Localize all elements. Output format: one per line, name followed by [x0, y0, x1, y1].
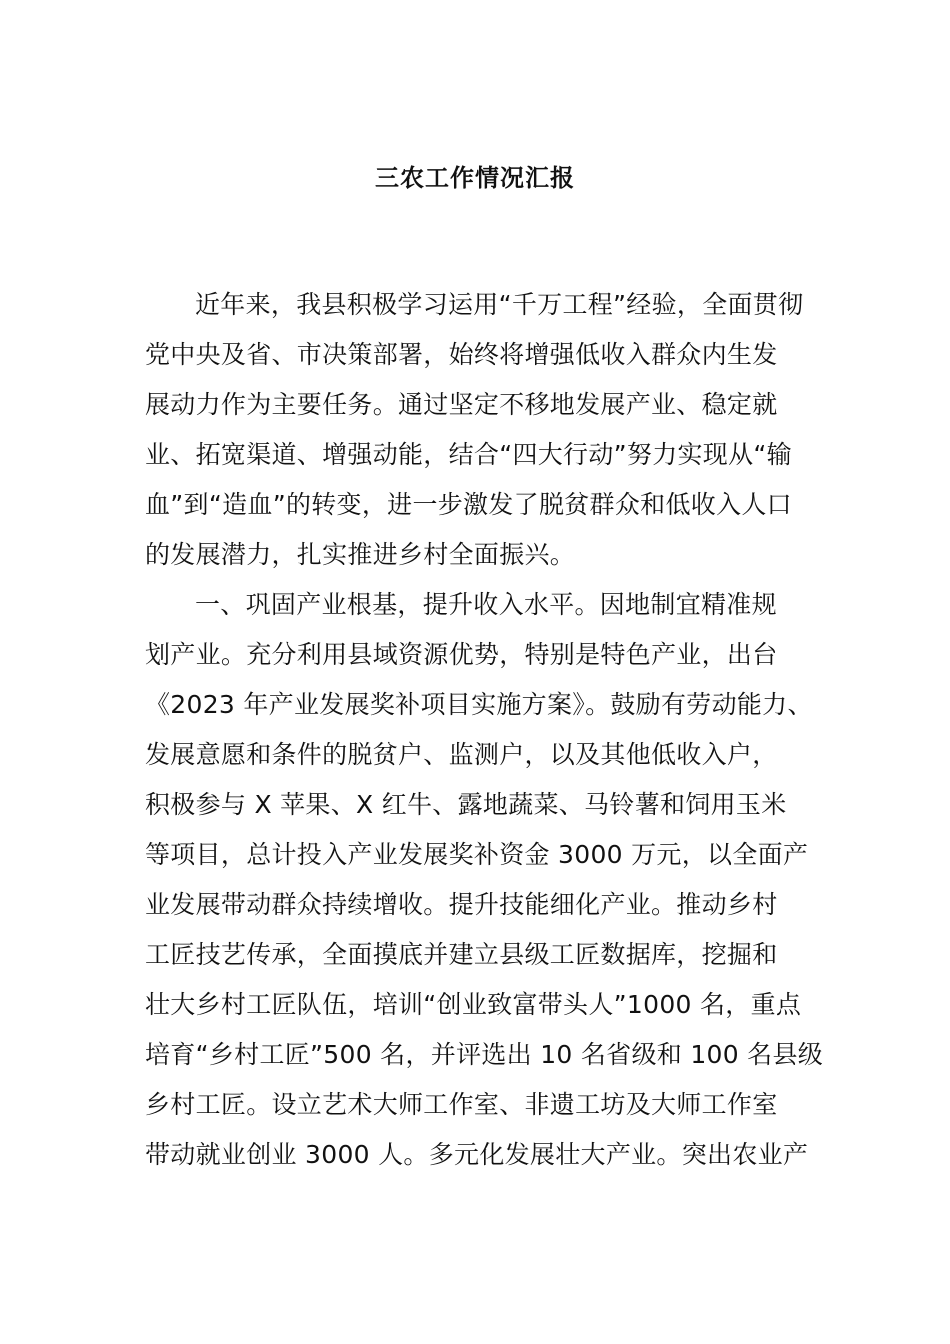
paragraph-line: 带动就业创业 3000 人。多元化发展壮大产业。突出农业产 [145, 1140, 809, 1169]
paragraph-line: 业、拓宽渠道、增强动能，结合“四大行动”努力实现从“输 [145, 440, 792, 469]
paragraph-line: 发展意愿和条件的脱贫户、监测户，以及其他低收入户， [145, 740, 778, 769]
paragraph-line: 培育“乡村工匠”500 名，并评选出 10 名省级和 100 名县级 [145, 1040, 824, 1069]
paragraph-line: 一、巩固产业根基，提升收入水平。因地制宜精准规 [195, 590, 777, 619]
paragraph-line: 划产业。充分利用县域资源优势，特别是特色产业，出台 [145, 640, 778, 669]
paragraph-line: 积极参与 X 苹果、X 红牛、露地蔬菜、马铃薯和饲用玉米 [145, 790, 787, 819]
paragraph-line: 等项目，总计投入产业发展奖补资金 3000 万元，以全面产 [145, 840, 809, 869]
paragraph-line: 的发展潜力，扎实推进乡村全面振兴。 [145, 540, 576, 569]
paragraph-line: 血”到“造血”的转变，进一步激发了脱贫群众和低收入人口 [145, 490, 792, 519]
paragraph-line: 壮大乡村工匠队伍，培训“创业致富带头人”1000 名，重点 [145, 990, 802, 1019]
document-body [145, 280, 835, 1180]
paragraph-line: 《2023 年产业发展奖补项目实施方案》。鼓励有劳动能力、 [145, 690, 813, 719]
paragraph-line: 工匠技艺传承，全面摸底并建立县级工匠数据库，挖掘和 [145, 940, 778, 969]
paragraph-line: 乡村工匠。设立艺术大师工作室、非遗工坊及大师工作室 [145, 1090, 778, 1119]
document-title: 三农工作情况汇报 [375, 164, 575, 192]
paragraph-line: 展动力作为主要任务。通过坚定不移地发展产业、稳定就 [145, 390, 778, 419]
paragraph-line: 近年来，我县积极学习运用“千万工程”经验，全面贯彻 [195, 290, 804, 319]
paragraph-line: 业发展带动群众持续增收。提升技能细化产业。推动乡村 [145, 890, 778, 919]
paragraph-line: 党中央及省、市决策部署，始终将增强低收入群众内生发 [145, 340, 778, 369]
